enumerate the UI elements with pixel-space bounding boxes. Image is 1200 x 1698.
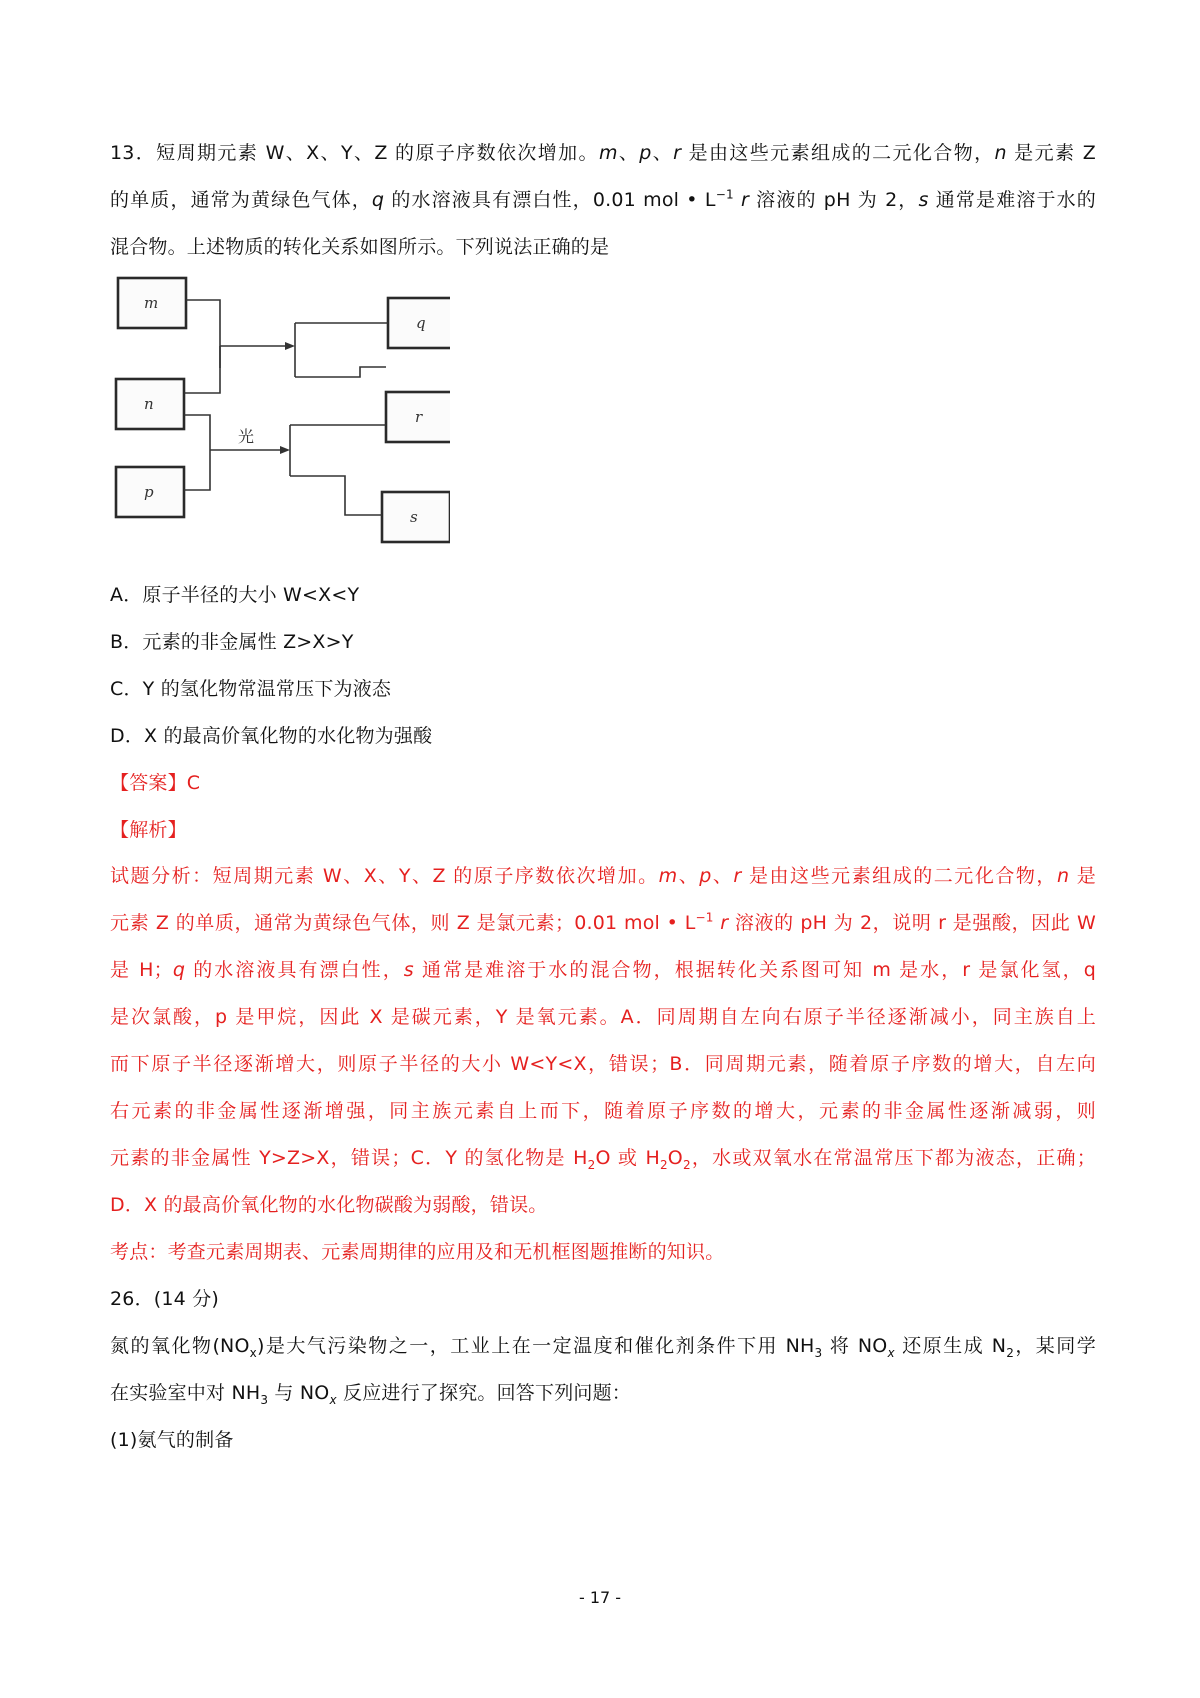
analysis-line-8: D．X 的最高价氧化物的水化物碳酸为弱酸，错误。 (110, 1194, 548, 1216)
connector-line (184, 346, 220, 393)
text: 的水溶液具有漂白性， (185, 959, 404, 981)
text: 通常是难溶于水的混合物，根据转化关系图可知 m 是水，r 是氯化氢，q (413, 959, 1096, 981)
text: ，水或双氧水在常温常压下都为液态，正确； (690, 1147, 1096, 1169)
box-q-label: q (416, 314, 426, 332)
var-s: s (403, 959, 414, 981)
box-n-label: n (144, 395, 154, 413)
var-p: p (639, 142, 652, 164)
analysis-line-4: 是次氯酸，p 是甲烷，因此 X 是碳元素，Y 是氧元素。A．同周期自左向右原子半径逐渐减小，同主族自上 (110, 1006, 1096, 1028)
text: 元素的非金属性 Y>Z>X，错误；C．Y 的氢化物是 H (110, 1147, 588, 1169)
text: 是元素 Z (1006, 142, 1097, 164)
var-r: r (740, 189, 749, 211)
var-m: m (598, 142, 618, 164)
var-q: q (371, 189, 385, 211)
connector-line (295, 367, 386, 377)
question-13-line-2 (110, 187, 1096, 213)
light-label: 光 (238, 427, 255, 446)
text: 的水溶液具有漂白性，0.01 mol • L (384, 189, 716, 211)
text: 在实验室中对 NH (110, 1382, 261, 1404)
arrow-head (280, 446, 290, 454)
analysis-line-1 (110, 863, 1096, 889)
var-r: r (720, 912, 729, 934)
analysis-line-3 (110, 957, 1096, 983)
var-m: m (658, 865, 678, 887)
box-r-label: r (415, 408, 423, 426)
text: 是 H； (110, 959, 173, 981)
subscript: 2 (1006, 1345, 1015, 1360)
var-q: q (172, 959, 186, 981)
arrow-head (285, 342, 295, 350)
subscript: x (249, 1345, 257, 1360)
var-p: p (699, 865, 712, 887)
analysis-line-7 (110, 1145, 1096, 1171)
text: 试题分析：短周期元素 W、X、Y、Z 的原子序数依次增加。 (110, 865, 659, 887)
subscript: 3 (260, 1392, 269, 1407)
box-s-label: s (410, 508, 418, 526)
text: 反应进行了探究。回答下列问题： (336, 1382, 631, 1404)
var-n: n (1056, 865, 1070, 887)
question-26-header: 26．(14 分) (110, 1288, 220, 1310)
subscript: x (329, 1392, 337, 1407)
subscript: 2 (682, 1157, 691, 1172)
question-13-line-1 (110, 140, 1096, 166)
subscript: 3 (814, 1345, 823, 1360)
question-13-line-3: 混合物。上述物质的转化关系如图所示。下列说法正确的是 (110, 236, 610, 258)
var-r: r (733, 865, 742, 887)
answer: 【答案】C (110, 772, 201, 794)
analysis-line-2 (110, 910, 1096, 936)
var-n: n (994, 142, 1007, 164)
text: 还原生成 N (894, 1335, 1007, 1357)
question-26-line-2 (110, 1380, 631, 1406)
text: 与 NO (268, 1382, 330, 1404)
text: 是 (1069, 865, 1096, 887)
text: 的单质，通常为黄绿色气体， (110, 189, 372, 211)
text: 溶液的 pH 为 2， (749, 189, 919, 211)
text: 是由这些元素组成的二元化合物， (741, 865, 1057, 887)
box-p-label: p (144, 483, 154, 501)
text: )是大气污染物之一，工业上在一定温度和催化剂条件下用 NH (256, 1335, 815, 1357)
option-d: D．X 的最高价氧化物的水化物为强酸 (110, 725, 433, 747)
question-number: 13． (110, 142, 157, 164)
analysis-title: 【解析】 (110, 819, 187, 841)
text: 、 (651, 142, 674, 164)
text: 溶液的 pH 为 2，说明 r 是强酸，因此 W (728, 912, 1097, 934)
text: O (667, 1147, 683, 1169)
subscript: x (887, 1345, 895, 1360)
kaodian: 考点：考查元素周期表、元素周期律的应用及和无机框图题推断的知识。 (110, 1241, 725, 1263)
text: 元素 Z 的单质，通常为黄绿色气体，则 Z 是氯元素；0.01 mol • L (110, 912, 696, 934)
subscript: 2 (659, 1157, 668, 1172)
connector-line (290, 476, 382, 515)
connector-line (186, 300, 220, 368)
text: 短周期元素 W、X、Y、Z 的原子序数依次增加。 (156, 142, 599, 164)
superscript: −1 (695, 910, 714, 925)
text: 将 NO (822, 1335, 888, 1357)
question-26-line-1 (110, 1333, 1096, 1359)
analysis-line-6: 右元素的非金属性逐渐增强，同主族元素自上而下，随着原子序数的增大，元素的非金属性逐渐减弱，则 (110, 1100, 1096, 1122)
option-c: C．Y 的氢化物常温常压下为液态 (110, 678, 392, 700)
connector-line (184, 415, 210, 490)
box-m-label: m (144, 294, 159, 312)
text: O 或 H (595, 1147, 660, 1169)
analysis-line-5: 而下原子半径逐渐增大，则原子半径的大小 W<Y<X，错误；B．同周期元素，随着原子序数的增大，自左向 (110, 1053, 1096, 1075)
text: 、 (617, 142, 640, 164)
var-s: s (918, 189, 929, 211)
option-a: A．原子半径的大小 W<X<Y (110, 584, 360, 606)
question-26-part-1: (1)氨气的制备 (110, 1429, 234, 1451)
superscript: −1 (715, 187, 734, 202)
text: 是由这些元素组成的二元化合物， (681, 142, 995, 164)
text: ，某同学 (1014, 1335, 1096, 1357)
text: 、 (711, 865, 734, 887)
text: 通常是难溶于水的 (928, 189, 1096, 211)
option-b: B．元素的非金属性 Z>X>Y (110, 631, 354, 653)
subscript: 2 (587, 1157, 596, 1172)
text: 、 (677, 865, 700, 887)
transformation-diagram (110, 270, 450, 552)
text: 氮的氧化物(NO (110, 1335, 250, 1357)
var-r: r (673, 142, 682, 164)
page-number: - 17 - (578, 1588, 622, 1607)
